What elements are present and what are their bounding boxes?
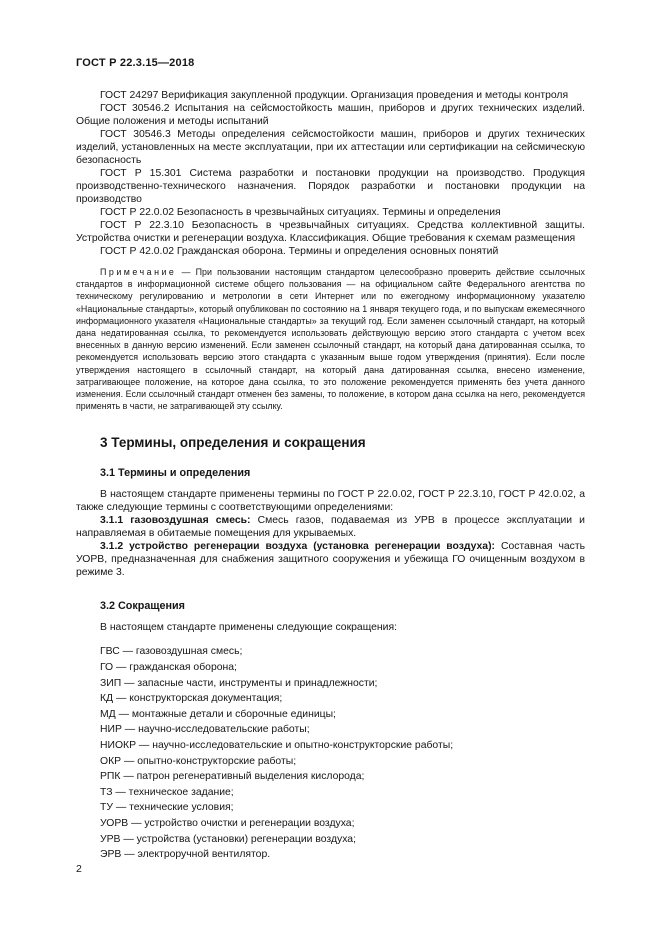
abbreviation-item: УРВ — устройства (установки) регенерации воздуха;	[100, 833, 356, 845]
abbreviation-item: ГВС — газовоздушная смесь;	[100, 646, 243, 658]
abbreviation-item: ТУ — технические условия;	[100, 802, 234, 814]
abbreviation-item: ОКР — опытно-конструкторские работы;	[100, 755, 297, 767]
reference-paragraph: ГОСТ 24297 Верификация закупленной продукции. Организация проведения и методы контроля	[100, 90, 569, 101]
abbreviations-intro: В настоящем стандарте применены следующие сокращения:	[100, 622, 397, 634]
reference-paragraph: ГОСТ Р 22.3.10 Безопасность в чрезвычайных ситуациях. Средства коллективной защиты. Устройства очистки и регенерации воздуха. Классификация. Общие требования к схемам размещения	[76, 220, 585, 244]
term-text: Составная часть УОРВ, предназначенная для снабжения защитного сооружения и убежища ГО очищенным воздухом в режиме 3.	[76, 541, 585, 579]
term-number: 3.1.2	[100, 541, 130, 553]
term-definition	[76, 514, 585, 540]
reference-paragraph: ГОСТ Р 42.0.02 Гражданская оборона. Термины и определения основных понятий	[100, 246, 499, 257]
reference-paragraph: ГОСТ 30546.3 Методы определения сейсмостойкости машин, приборов и других технических изделий, установленных на месте эксплуатации, при их аттестации или сертификации на сейсмическую безопасность	[76, 129, 585, 166]
abbreviation-item: КД — конструкторская документация;	[100, 693, 283, 705]
reference-paragraph: ГОСТ 30546.2 Испытания на сейсмостойкость машин, приборов и других технических изделий. Общие положения и методы испытаний	[76, 103, 585, 127]
reference-paragraph: ГОСТ Р 22.0.02 Безопасность в чрезвычайных ситуациях. Термины и определения	[100, 207, 501, 218]
reference-paragraph: ГОСТ Р 15.301 Система разработки и постановки продукции на производство. Продукция производственно-технического назначения. Порядок разработки и постановки продукции на производство	[76, 168, 585, 205]
abbreviation-item: РПК — патрон регенеративный выделения кислорода;	[100, 771, 365, 783]
page-number: 2	[76, 863, 82, 875]
term-text: Смесь газов, подаваемая из УРВ в процессе эксплуатации и направляемая в обитаемые помещения для укрываемых.	[76, 515, 585, 540]
note-text: — При пользовании настоящим стандартом целесообразно проверить действие ссылочных стандартов в информационной системе общего пользования — на официальном сайте Федерального агентства по техническому регулированию и метрологии в сети Интернет или по ежегодному информационному указателю «Национальные стандарты», который опубликован по состоянию на 1 января текущего года, и по выпускам ежемесячного информационного указателя «Национальные стандарты» за текущий год. Если заменен ссылочный стандарт, на который дана недатированная ссылка, то рекомендуется использовать действующую версию этого стандарта с учетом всех внесенных в данную версию изменений. Если заменен ссылочный стандарт, на который дана датированная ссылка, то рекомендуется использовать версию этого стандарта с указанным выше годом утверждения (принятия). Если после утверждения настоящего в ссылочный стандарт, на который дана датированная ссылка, внесено изменение, затрагивающее положение, на которое дана ссылка, то это положение рекомендуется применять без учета данного изменения. Если ссылочный стандарт отменен без замены, то положение, в котором дана ссылка на него, рекомендуется применять в части, не затрагивающей эту ссылку.	[76, 267, 585, 412]
abbreviation-item: МД — монтажные детали и сборочные единицы;	[100, 708, 336, 720]
term-number: 3.1.1	[100, 515, 131, 527]
note-label: Примечание	[100, 267, 177, 277]
terms-and-abbreviations-section	[76, 435, 585, 861]
abbreviation-item: НИР — научно-исследовательские работы;	[100, 724, 310, 736]
term-name: газовоздушная смесь:	[130, 515, 251, 527]
document-header: ГОСТ Р 22.3.15—2018	[76, 57, 195, 69]
abbreviation-item: ГО — гражданская оборона;	[100, 662, 237, 674]
section-3-2-title: 3.2 Сокращения	[100, 600, 185, 613]
abbreviation-item: НИОКР — научно-исследовательские и опытно-конструкторские работы;	[100, 740, 454, 751]
section-3-title: 3 Термины, определения и сокращения	[100, 435, 366, 451]
term-definition	[76, 540, 585, 579]
abbreviation-item: ТЗ — техническое задание;	[100, 786, 234, 798]
terms-intro: В настоящем стандарте применены термины по ГОСТ Р 22.0.02, ГОСТ Р 22.3.10, ГОСТ Р 42.0.02, а также следующие термины с соответствующими определениями:	[76, 489, 585, 514]
note-paragraph	[76, 266, 585, 412]
references-section	[76, 89, 585, 412]
term-name: устройство регенерации воздуха (установка регенерации воздуха):	[129, 541, 495, 553]
abbreviation-item: ЭРВ — электроручной вентилятор.	[100, 849, 271, 861]
abbreviation-item: ЗИП — запасные части, инструменты и принадлежности;	[100, 677, 378, 689]
section-3-1-title: 3.1 Термины и определения	[100, 467, 251, 480]
abbreviation-item: УОРВ — устройство очистки и регенерации воздуха;	[100, 817, 355, 829]
